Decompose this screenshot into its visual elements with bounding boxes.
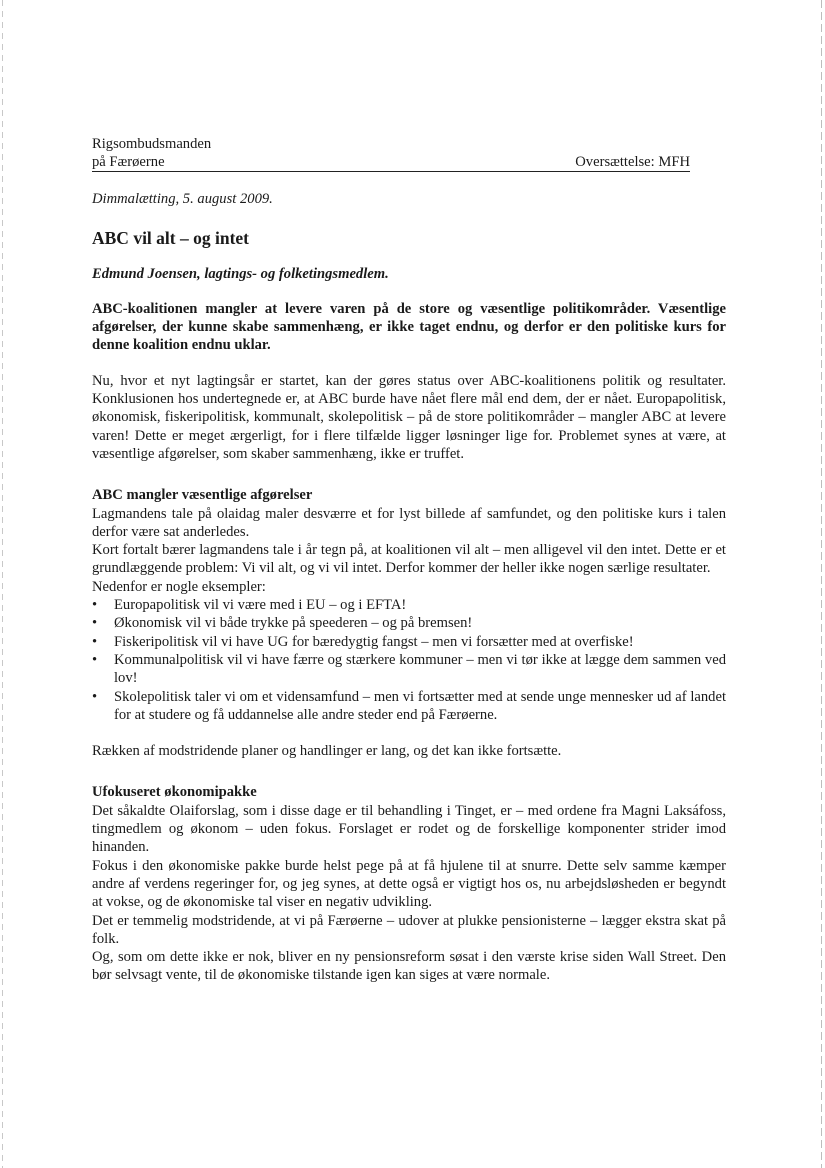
section-economic-package [92,783,726,984]
bullet-icon: • [92,651,98,668]
scan-edge-left [2,0,3,1168]
section-paragraph: Det såkaldte Olaiforslag, som i disse dage er til behandling i Tinget, er – med ordene fra Magni Laksáfoss, tingmedlem og økonom – uden fokus. Forslaget er rodet og de forskellige komponenter strider imod hinanden. [92,802,726,856]
section-paragraph: Og, som om dette ikke er nok, bliver en ny pensionsreform søsat i den værste krise siden Wall Street. Den bør selvsagt vente, til de økonomiske tilstande igen kan siges at være normale. [92,949,726,984]
section-title: Ufokuseret økonomipakke [92,784,257,801]
bullet-icon: • [92,633,98,650]
section-paragraph: Nedenfor er nogle eksempler: [92,578,266,595]
list-item [92,614,726,632]
section-paragraph: Kort fortalt bærer lagmandens tale i år tegn på, at koalitionen vil alt – men alligevel vil den intet. Dette er et grundlæggende problem: Vi vil alt, og vi vil intet. Derfor kommer der heller ikke nogen særlige resultater. [92,542,726,577]
section-paragraph: Lagmandens tale på olaidag maler desværre et for lyst billede af samfundet, og den politiske kurs i talen derfor være sat anderledes. [92,505,726,540]
source-line: Dimmalætting, 5. august 2009. [92,191,273,207]
list-item [92,688,726,725]
article-headline: ABC vil alt – og intet [92,228,250,249]
closing-paragraph: Rækken af modstridende planer og handlinger er lang, og det kan ikke fortsætte. [92,743,562,760]
section-paragraph: Fokus i den økonomiske pakke burde helst pege på at få hjulene til at snurre. Dette selv samme kæmper andre af verdens regeringer for, og jeg synes, at dette også er vigtigt hos os, nu arbejdsløsheden er begyndt at vokse, og de økonomiske tal viser en negativ udvikling. [92,857,726,911]
list-item [92,596,726,614]
list-item [92,633,726,651]
header-rule [92,171,690,172]
author-line: Edmund Joensen, lagtings- og folketingsmedlem. [92,265,389,282]
list-item-text: Fiskeripolitisk vil vi have UG for bæredygtig fangst – men vi forsætter med at overfiske! [114,633,634,650]
list-item-text: Kommunalpolitisk vil vi have færre og stærkere kommuner – men vi tør ikke at lægge dem sammen ved lov! [114,651,726,687]
organization-location: på Færøerne [92,154,165,170]
scan-edge-right [821,0,822,1168]
organization-name: Rigsombudsmanden [92,136,212,152]
list-item-text: Europapolitisk vil vi være med i EU – og i EFTA! [114,597,407,614]
examples-list [92,596,726,724]
section-abc-decisions [92,486,726,760]
section-title: ABC mangler væsentlige afgørelser [92,487,313,504]
list-item-text: Skolepolitisk taler vi om et vidensamfund – men vi fortsætter med at sende unge mennesker ud af landet for at studere og få uddannelse alle andre steder end på Færøerne. [114,688,726,723]
bullet-icon: • [92,688,98,705]
bullet-icon: • [92,615,98,632]
translation-note: Oversættelse: MFH [575,154,690,170]
bullet-icon: • [92,597,98,614]
intro-paragraph: Nu, hvor et nyt lagtingsår er startet, kan der gøres status over ABC-koalitionens politik og resultater. Konklusionen hos undertegnede er, at ABC burde have nået flere mål end dem, der er nået. Europapolitisk, økonomisk, fiskeripolitisk, kommunalt, skolepolitisk – på de store politikområder – mangler ABC at levere varen! Dette er meget ærgerligt, for i flere tilfælde ligger løsninger lige for. Problemet synes at være, at væsentlige afgørelser, som skaber sammenhæng, ikke er truffet. [92,372,726,462]
list-item-text: Økonomisk vil vi både trykke på speederen – og på bremsen! [114,615,473,632]
section-paragraph: Det er temmelig modstridende, at vi på Færøerne – udover at plukke pensionisterne – lægger ekstra skat på folk. [92,912,726,947]
document-page [92,135,726,985]
letterhead [92,135,726,173]
list-item [92,651,726,688]
lead-paragraph: ABC-koalitionen mangler at levere varen på de store og væsentlige politikområder. Væsentlige afgørelser, der kunne skabe sammenhæng, er ikke taget endnu, og derfor er den politiske kurs for denne koalition endnu uklar. [92,300,726,354]
